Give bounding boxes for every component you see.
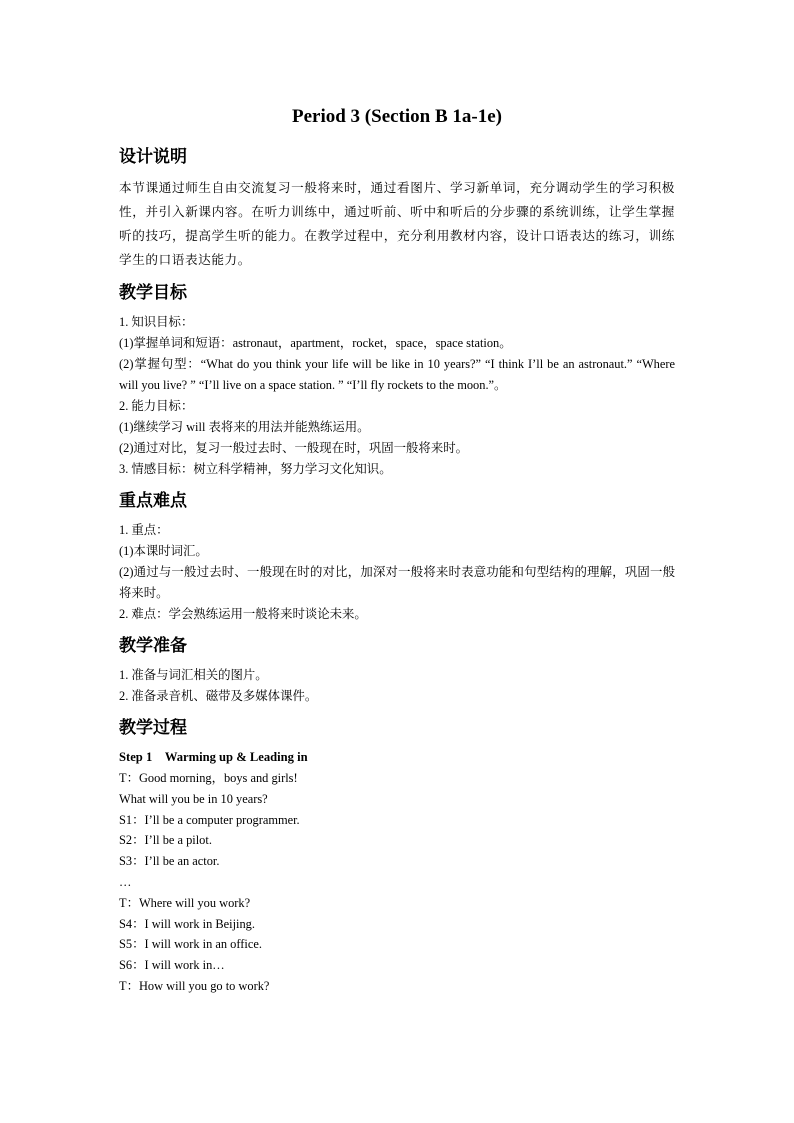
step-title: Step 1 Warming up & Leading in [119,750,308,764]
list-item: 1. 重点： [119,523,169,537]
document-title: Period 3 (Section B 1a-1e) [291,106,502,127]
list-item: (1)本课时词汇。 [119,544,208,558]
list-item: 2. 难点：学会熟练运用一般将来时谈论未来。 [119,607,367,621]
list-item: 2. 能力目标： [119,399,194,413]
list-item: (2)通过与一般过去时、一般现在时的对比，加深对一般将来时表意功能和句型结构的理解，巩固一般将来时。 [119,565,675,600]
list-item: 2. 准备录音机、磁带及多媒体课件。 [119,689,318,703]
list-item: 3. 情感目标：树立科学精神，努力学习文化知识。 [119,462,392,476]
list-item: (2)通过对比，复习一般过去时、一般现在时，巩固一般将来时。 [119,441,468,455]
dialog-line: S6：I will work in… [119,958,225,973]
key-points-list [119,520,675,625]
dialog-line: T：Where will you work? [119,895,251,910]
dialog-line: … [119,874,132,889]
heading-goals: 教学目标 [119,283,187,303]
list-item: 1. 知识目标： [119,315,194,329]
dialog-line: S2：I’ll be a pilot. [119,833,212,848]
dialog-line: S4：I will work in Beijing. [119,916,255,931]
dialog-line: What will you be in 10 years? [119,791,268,806]
dialog-line: S1：I’ll be a computer programmer. [119,812,300,827]
design-paragraph: 本节课通过师生自由交流复习一般将来时，通过看图片、学习新单词，充分调动学生的学习积极性，并引入新课内容。在听力训练中，通过听前、听中和听后的分步骤的系统训练，让学生掌握听的技巧，提高学生听的能力。在教学过程中，充分利用教材内容，设计口语表达的练习，训练学生的口语表达能力。 [119,180,675,267]
heading-key-points: 重点难点 [119,491,187,511]
goals-list [119,312,675,480]
heading-preparation: 教学准备 [119,636,187,656]
document-page [119,104,675,997]
list-item: (1)掌握单词和短语：astronaut，apartment，rocket，space，space station。 [119,336,512,350]
list-item: (1)继续学习 will 表将来的用法并能熟练运用。 [119,420,370,434]
heading-process: 教学过程 [119,718,187,738]
list-item: (2)掌握句型：“What do you think your life will be like in 10 years?” “I think I’ll be an astronaut.” “Where will you live? ” “I’ll live on a space station. ” “I’ll fly rockets to the moon.”。 [119,357,675,392]
dialog-line: T：How will you go to work? [119,978,270,993]
dialog-line: S5：I will work in an office. [119,937,262,952]
dialog-line: T：Good morning，boys and girls! [119,771,298,785]
heading-design: 设计说明 [119,147,187,167]
list-item: 1. 准备与词汇相关的图片。 [119,668,268,682]
dialog-line: S3：I’ll be an actor. [119,854,220,869]
dialog-list [119,768,675,997]
preparation-list [119,665,675,707]
